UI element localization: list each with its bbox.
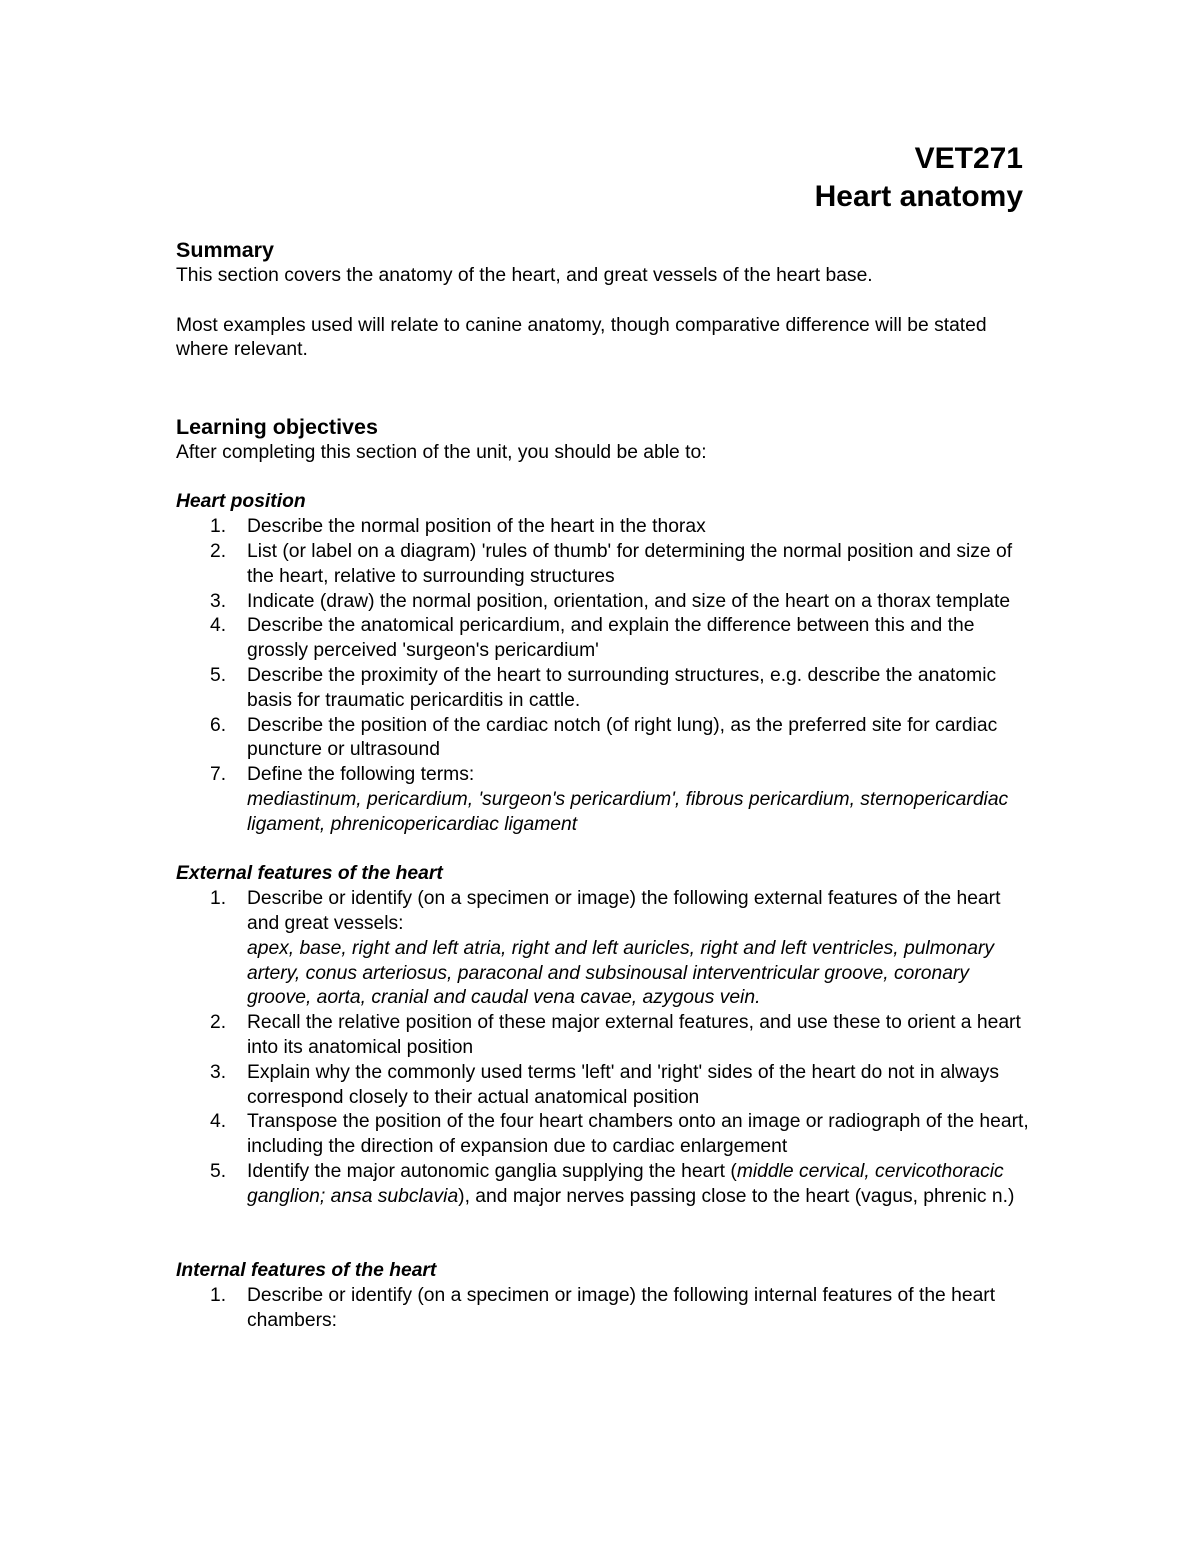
objectives-intro: After completing this section of the unit, you should be able to: — [176, 441, 707, 463]
course-code: VET271 — [914, 142, 1023, 175]
title-block — [815, 140, 1023, 216]
features-list: apex, base, right and left atria, right and left auricles, right and left ventricles, pulmonary artery, conus arteriosus, paraconal and subsinousal interventricular groove, coronary groove, aorta, cranial and caudal vena cavae, azygous vein. — [247, 937, 995, 1009]
summary-paragraph-1: This section covers the anatomy of the heart, and great vessels of the heart base. — [176, 265, 873, 286]
list-item: 1. Describe or identify (on a specimen or image) the following external features of the heart and great vessels: apex, base, right and left atria, right and left auricles, right and left ventricles, pulmonary artery, conus arteriosus, paraconal and subsinousal interventricular groove, coronary groove, aorta, cranial and caudal vena cavae, azygous vein. — [210, 888, 1001, 1009]
external-features-list — [176, 887, 1036, 1209]
external-features-heading: External features of the heart — [176, 863, 443, 885]
document-body — [176, 236, 1036, 1333]
list-item: 5. Describe the proximity of the heart to surrounding structures, e.g. describe the anatomic basis for traumatic pericarditis in cattle. — [210, 664, 997, 711]
list-item: 1. Describe or identify (on a specimen or image) the following internal features of the heart chambers: — [210, 1284, 996, 1331]
heart-position-list — [176, 515, 1036, 837]
list-item: 3. Indicate (draw) the normal position, orientation, and size of the heart on a thorax template — [210, 590, 1011, 612]
internal-features-list — [176, 1284, 1036, 1334]
list-item: 4. Transpose the position of the four heart chambers onto an image or radiograph of the heart, including the direction of expansion due to cardiac enlargement — [210, 1111, 1029, 1158]
list-item: 4. Describe the anatomical pericardium, and explain the difference between this and the grossly perceived 'surgeon's pericardium' — [210, 615, 975, 662]
list-item: 2. Recall the relative position of these major external features, and use these to orient a heart into its anatomical position — [210, 1012, 1021, 1058]
list-item: 6. Describe the position of the cardiac notch (of right lung), as the preferred site for cardiac puncture or ultrasound — [210, 714, 998, 761]
list-item: 1. Describe the normal position of the heart in the thorax — [210, 516, 706, 538]
internal-features-heading: Internal features of the heart — [176, 1260, 437, 1282]
list-item: 3. Explain why the commonly used terms 'left' and 'right' sides of the heart do not in always correspond closely to their actual anatomical position — [210, 1061, 1000, 1108]
page-title: Heart anatomy — [814, 180, 1023, 213]
summary-paragraph-2: Most examples used will relate to canine anatomy, though comparative difference will be stated where relevant. — [176, 314, 987, 361]
terms-list: mediastinum, pericardium, 'surgeon's pericardium', fibrous pericardium, sternopericardiac ligament, phrenicopericardiac ligament — [247, 788, 1009, 835]
summary-heading: Summary — [176, 238, 274, 262]
list-item: 7. Define the following terms: mediastinum, pericardium, 'surgeon's pericardium', fibrous pericardium, sternopericardiac ligament, phrenicopericardiac ligament — [210, 764, 1009, 835]
list-item: 5. Identify the major autonomic ganglia supplying the heart (middle cervical, cervicothoracic ganglion; ansa subclavia), and major nerves passing close to the heart (vagus, phrenic n.) — [210, 1160, 1015, 1207]
list-item: 2. List (or label on a diagram) 'rules of thumb' for determining the normal position and size of the heart, relative to surrounding structures — [210, 540, 1013, 587]
heart-position-heading: Heart position — [176, 491, 306, 513]
objectives-heading: Learning objectives — [176, 414, 378, 439]
